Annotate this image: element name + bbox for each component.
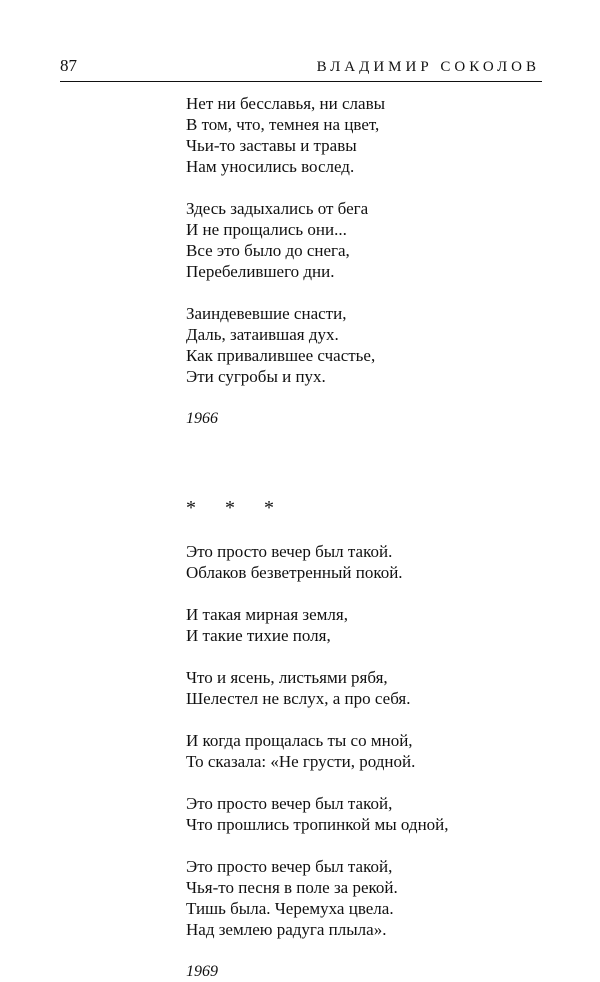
poem-line: Облаков безветренный покой. xyxy=(186,563,403,582)
poem-date: 1969 xyxy=(186,963,218,980)
poem-line: Это просто вечер был такой, xyxy=(186,857,393,876)
poem-line: Чья-то песня в поле за рекой. xyxy=(186,878,398,897)
poem-1 xyxy=(186,93,556,429)
running-head: ВЛАДИМИР СОКОЛОВ xyxy=(316,59,540,75)
page-content xyxy=(186,93,556,982)
poem-line: Заиндевевшие снасти, xyxy=(186,304,347,323)
poem-line: Нет ни бесславья, ни славы xyxy=(186,94,386,113)
poem-line: Все это было до снега, xyxy=(186,241,350,260)
poem-line: Это просто вечер был такой. xyxy=(186,542,393,561)
stanza xyxy=(186,93,556,177)
poem-line: И такие тихие поля, xyxy=(186,626,331,645)
poem-date: 1966 xyxy=(186,410,218,427)
poem-line: И такая мирная земля, xyxy=(186,605,348,624)
poem-line: Эти сугробы и пух. xyxy=(186,367,326,386)
stanza xyxy=(186,667,556,709)
stanza xyxy=(186,198,556,282)
stanza xyxy=(186,793,556,835)
stanza xyxy=(186,303,556,387)
stanza xyxy=(186,856,556,940)
poem-line: То сказала: «Не грусти, родной. xyxy=(186,752,416,771)
page-number: 87 xyxy=(60,56,77,75)
poem-line: Перебелившего дни. xyxy=(186,262,335,281)
poem-line: Над землею радуга плыла». xyxy=(186,920,387,939)
poem-line: Чьи-то заставы и травы xyxy=(186,136,357,155)
poem-line: Даль, затаившая дух. xyxy=(186,325,339,344)
poem-2 xyxy=(186,498,556,982)
header-rule xyxy=(60,81,542,82)
poem-line: Здесь задыхались от бега xyxy=(186,199,369,218)
section-asterisks: * * * xyxy=(186,497,286,519)
poem-line: И не прощались они... xyxy=(186,220,347,239)
poem-line: И когда прощалась ты со мной, xyxy=(186,731,413,750)
stanza xyxy=(186,730,556,772)
stanza xyxy=(186,604,556,646)
poem-line: В том, что, темнея на цвет, xyxy=(186,115,380,134)
poem-line: Тишь была. Черемуха цвела. xyxy=(186,899,394,918)
poem-line: Нам уносились вослед. xyxy=(186,157,355,176)
stanza xyxy=(186,541,556,583)
poem-line: Это просто вечер был такой, xyxy=(186,794,393,813)
poem-line: Что и ясень, листьями рябя, xyxy=(186,668,388,687)
poem-line: Как привалившее счастье, xyxy=(186,346,376,365)
poem-line: Шелестел не вслух, а про себя. xyxy=(186,689,411,708)
poem-line: Что прошлись тропинкой мы одной, xyxy=(186,815,449,834)
